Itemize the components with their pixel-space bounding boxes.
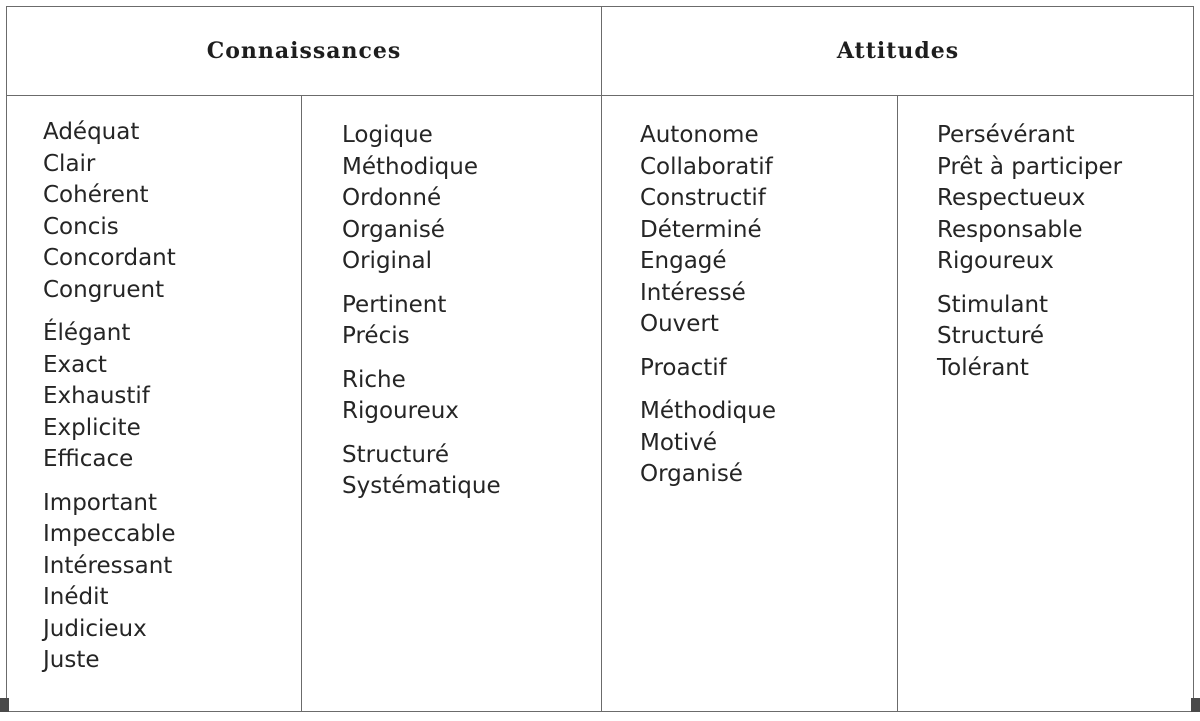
word-item: Constructif xyxy=(640,185,766,211)
word-item: Organisé xyxy=(640,461,743,487)
word-item: Cohérent xyxy=(43,182,149,208)
word-group xyxy=(342,290,501,353)
word-item: Inédit xyxy=(43,584,109,610)
word-item: Prêt à participer xyxy=(937,153,1123,180)
word-group xyxy=(342,120,501,278)
word-item: Explicite xyxy=(43,414,141,441)
header-connaissances-label: Connaissances xyxy=(206,38,402,64)
word-item: Intéressé xyxy=(640,279,746,306)
word-item: Juste xyxy=(43,647,100,673)
word-item: Proactif xyxy=(640,354,727,381)
word-group xyxy=(43,488,176,677)
word-item: Rigoureux xyxy=(937,248,1054,274)
word-item: Logique xyxy=(342,122,433,148)
word-item: Efficace xyxy=(43,446,134,472)
word-item: Exact xyxy=(43,351,107,378)
word-group xyxy=(640,353,776,385)
word-item: Respectueux xyxy=(937,185,1086,211)
word-item: Impeccable xyxy=(43,521,176,547)
word-item: Ouvert xyxy=(640,311,719,337)
word-item: Exhaustif xyxy=(43,383,150,409)
word-group xyxy=(640,120,776,341)
word-group xyxy=(937,290,1122,385)
header-divider xyxy=(7,95,1193,96)
word-item: Clair xyxy=(43,150,96,177)
center-divider xyxy=(601,7,602,711)
word-item: Engagé xyxy=(640,248,727,274)
column-1 xyxy=(43,117,176,689)
word-group xyxy=(342,365,501,428)
word-item: Concordant xyxy=(43,245,176,271)
word-item: Intéressant xyxy=(43,552,173,579)
corner-mark-bottom-right xyxy=(1191,698,1200,712)
word-item: Méthodique xyxy=(342,153,478,180)
word-item: Autonome xyxy=(640,122,759,148)
left-sub-divider xyxy=(301,95,302,711)
word-item: Adéquat xyxy=(43,119,140,145)
word-item: Ordonné xyxy=(342,185,442,211)
corner-mark-bottom-left xyxy=(0,698,9,712)
word-item: Tolérant xyxy=(937,354,1029,381)
header-connaissances xyxy=(7,7,601,95)
word-item: Organisé xyxy=(342,216,445,243)
word-item: Judicieux xyxy=(43,615,147,642)
word-item: Rigoureux xyxy=(342,398,459,424)
word-group xyxy=(640,396,776,491)
qualities-table xyxy=(6,6,1194,712)
column-2 xyxy=(342,120,501,515)
word-item: Congruent xyxy=(43,276,165,303)
word-item: Stimulant xyxy=(937,291,1049,318)
column-4 xyxy=(937,120,1122,396)
word-item: Précis xyxy=(342,323,410,349)
word-item: Responsable xyxy=(937,216,1083,243)
word-item: Collaboratif xyxy=(640,153,773,180)
word-item: Original xyxy=(342,248,433,274)
word-item: Pertinent xyxy=(342,291,447,318)
word-item: Élégant xyxy=(43,320,131,346)
word-item: Concis xyxy=(43,213,119,240)
word-item: Important xyxy=(43,489,158,516)
header-attitudes xyxy=(601,7,1195,95)
word-item: Systématique xyxy=(342,473,501,499)
word-group xyxy=(43,318,176,476)
column-3 xyxy=(640,120,776,503)
word-item: Motivé xyxy=(640,429,718,456)
header-attitudes-label: Attitudes xyxy=(836,38,960,64)
word-group xyxy=(937,120,1122,278)
word-item: Persévérant xyxy=(937,122,1075,148)
word-item: Déterminé xyxy=(640,216,762,243)
word-item: Méthodique xyxy=(640,398,776,424)
word-group xyxy=(342,440,501,503)
word-item: Structuré xyxy=(342,441,449,468)
right-sub-divider xyxy=(897,95,898,711)
word-item: Structuré xyxy=(937,323,1044,349)
word-group xyxy=(43,117,176,306)
word-item: Riche xyxy=(342,366,406,393)
